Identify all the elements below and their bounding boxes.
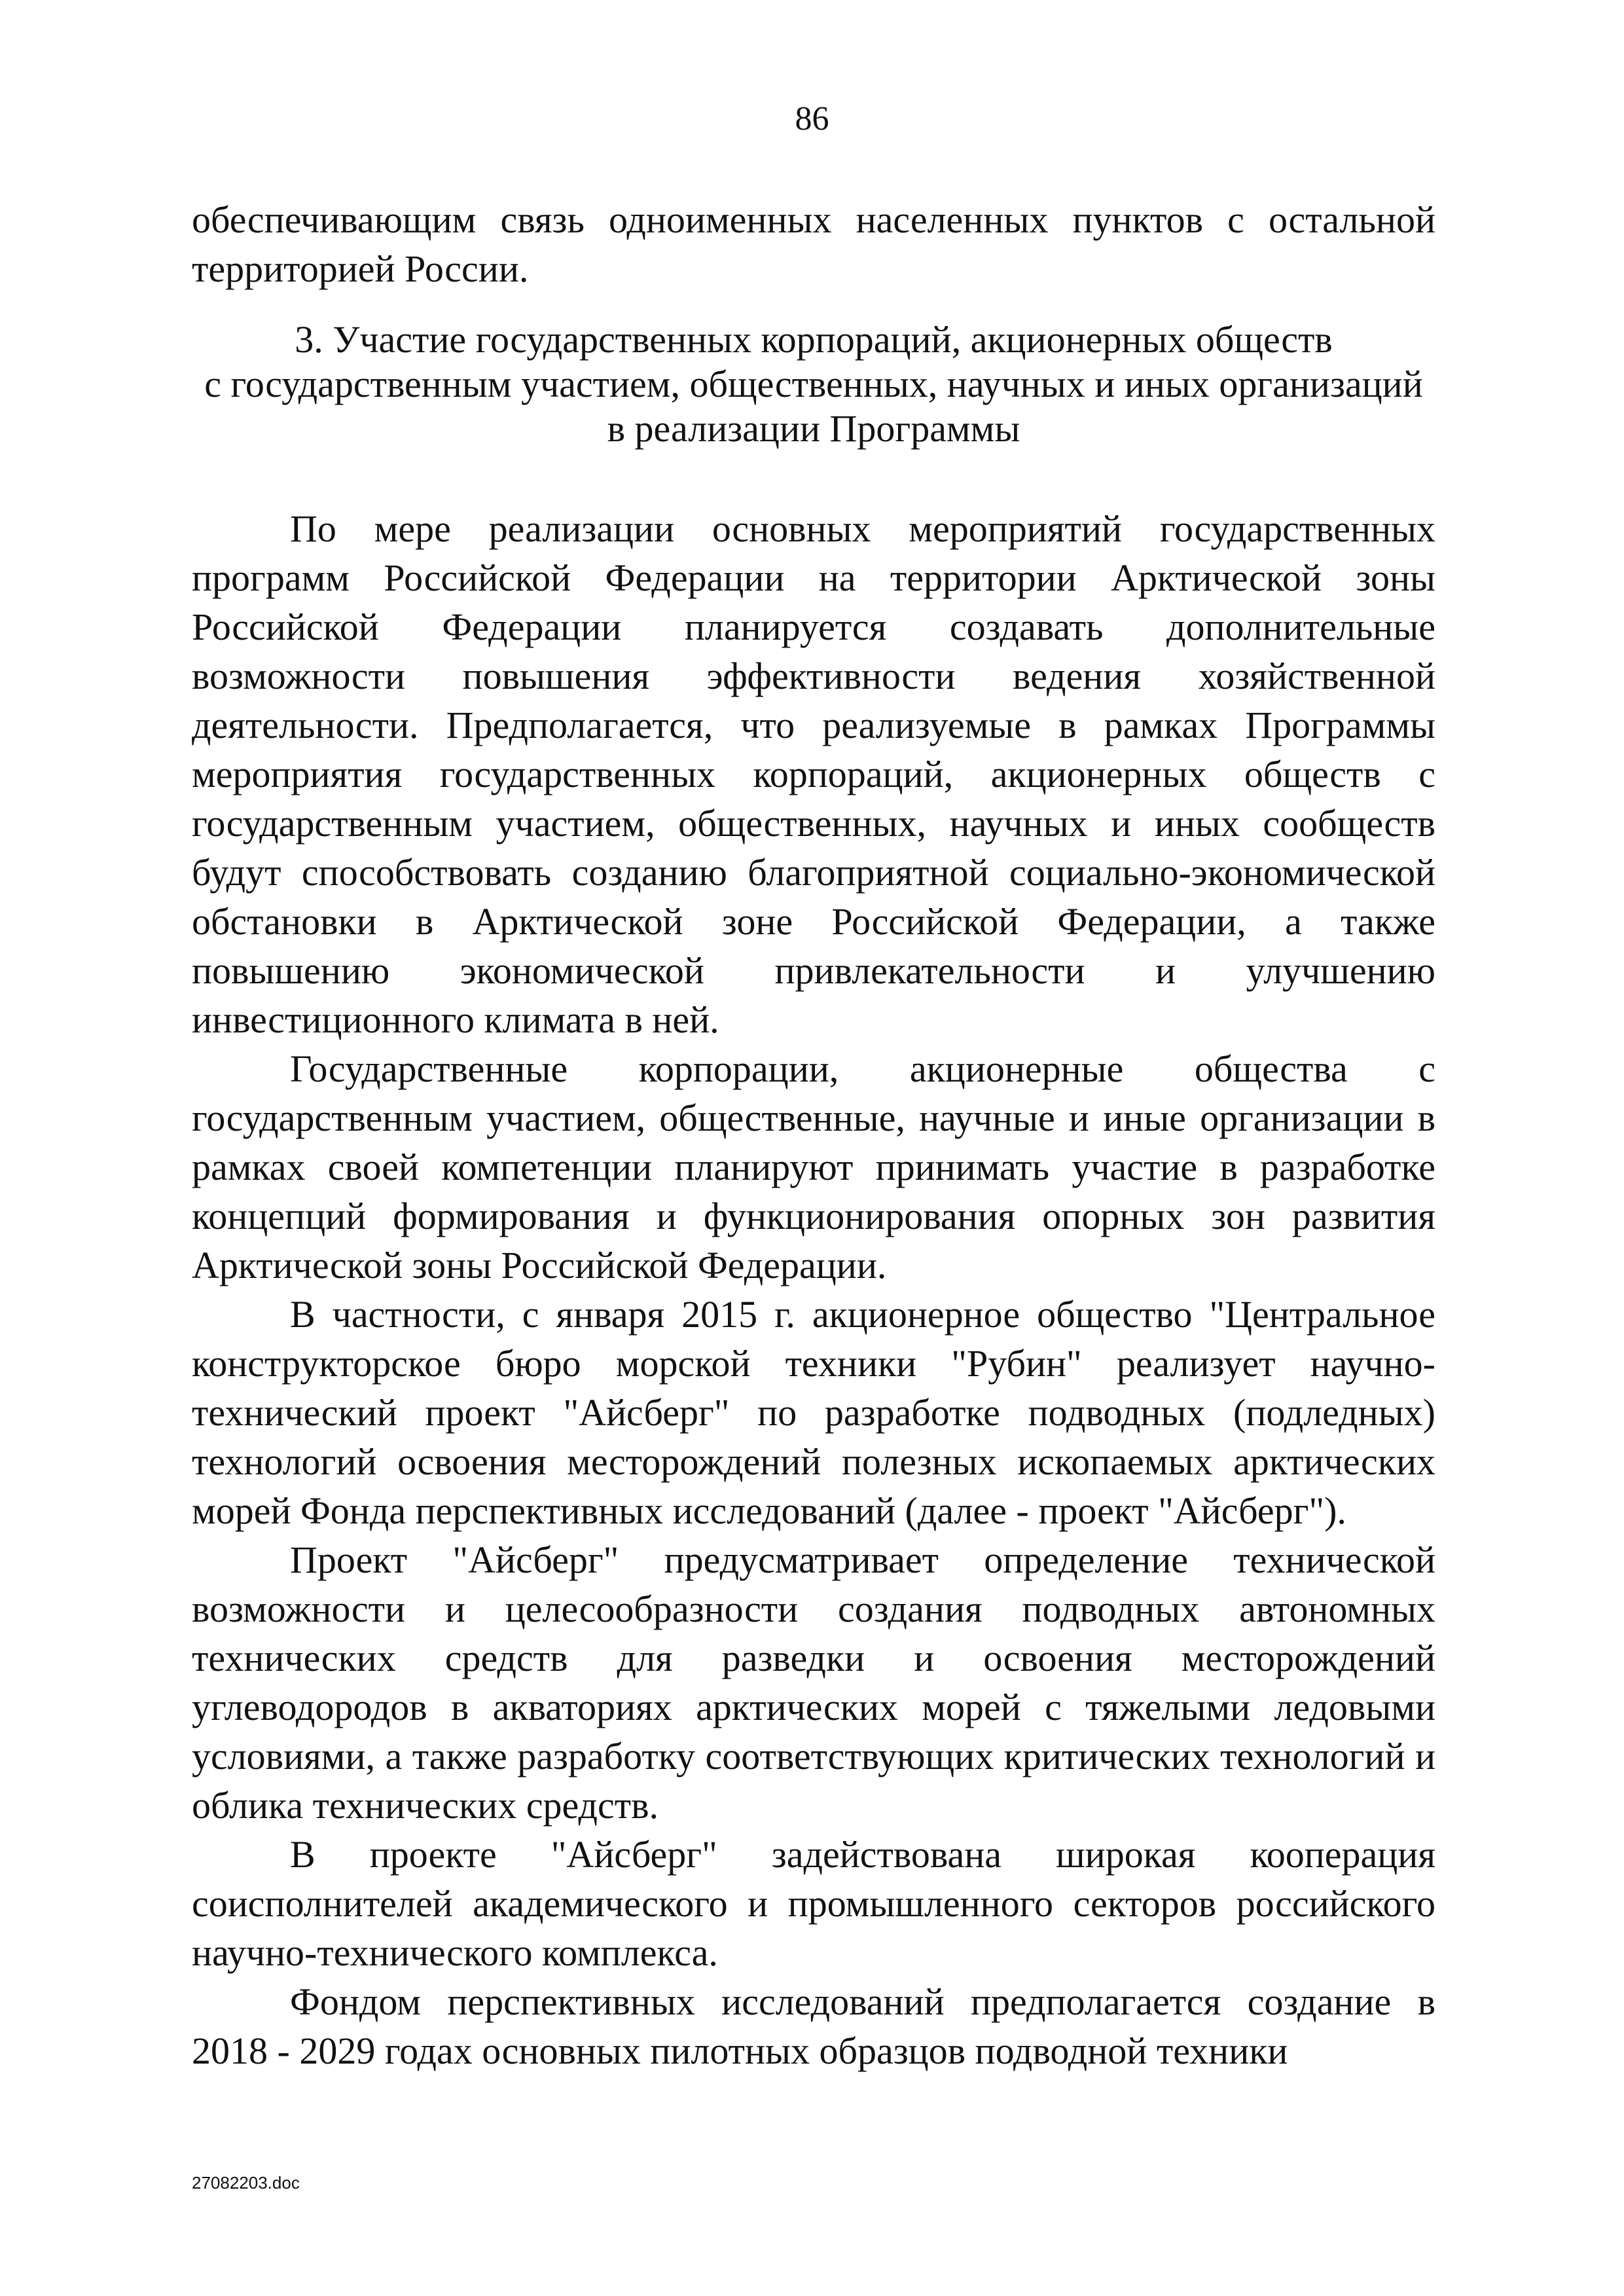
body-paragraph-4: Проект "Айсберг" предусматривает определение технической возможности и целесообразности создания подводных автономных технических средств для разведки и освоения месторождений углеводородов в акваториях арктических морей с тяжелыми ледовыми условиями, а также разработку соответствующих критических технологий и облика технических средств. <box>192 1539 1435 1827</box>
intro-text: обеспечивающим связь одноименных населенных пунктов с остальной территорией России. <box>192 198 1435 290</box>
section-heading <box>192 318 1435 451</box>
body-paragraph-3: В частности, с января 2015 г. акционерное общество "Центральное конструкторское бюро морской техники "Рубин" реализует научно-технический проект "Айсберг" по разработке подводных (подледных) технологий освоения месторождений полезных ископаемых арктических морей Фонда перспективных исследований (далее - проект "Айсберг"). <box>192 1293 1435 1532</box>
section-heading-line-3: в реализации Программы <box>607 407 1020 450</box>
footer-file-code: 27082203.doc <box>192 2173 300 2193</box>
body-paragraph-6: Фондом перспективных исследований предполагается создание в 2018 - 2029 годах основных пилотных образцов подводной техники <box>192 1980 1435 2072</box>
intro-paragraph <box>192 195 1435 293</box>
body-paragraph-5: В проекте "Айсберг" задействована широкая кооперация соисполнителей академического и промышленного секторов российского научно-технического комплекса. <box>192 1833 1435 1974</box>
body-paragraph-2: Государственные корпорации, акционерные общества с государственным участием, общественные, научные и иные организации в рамках своей компетенции планируют принимать участие в разработке концепций формирования и функционирования опорных зон развития Арктической зоны Российской Федерации. <box>192 1048 1435 1286</box>
body-text <box>192 504 1435 2075</box>
body-paragraph-1: По мере реализации основных мероприятий государственных программ Российской Федерации на территории Арктической зоны Российской Федерации планируется создавать дополнительные возможности повышения эффективности ведения хозяйственной деятельности. Предполагается, что реализуемые в рамках Программы мероприятия государственных корпораций, акционерных обществ с государственным участием, общественных, научных и иных сообществ будут способствовать созданию благоприятной социально-экономической обстановки в Арктической зоне Российской Федерации, а также повышению экономической привлекательности и улучшению инвестиционного климата в ней. <box>192 507 1435 1041</box>
section-heading-line-1: 3. Участие государственных корпораций, акционерных обществ <box>295 318 1333 361</box>
section-heading-line-2: с государственным участием, общественных, научных и иных организаций <box>204 363 1423 405</box>
page-number: 86 <box>795 100 829 137</box>
